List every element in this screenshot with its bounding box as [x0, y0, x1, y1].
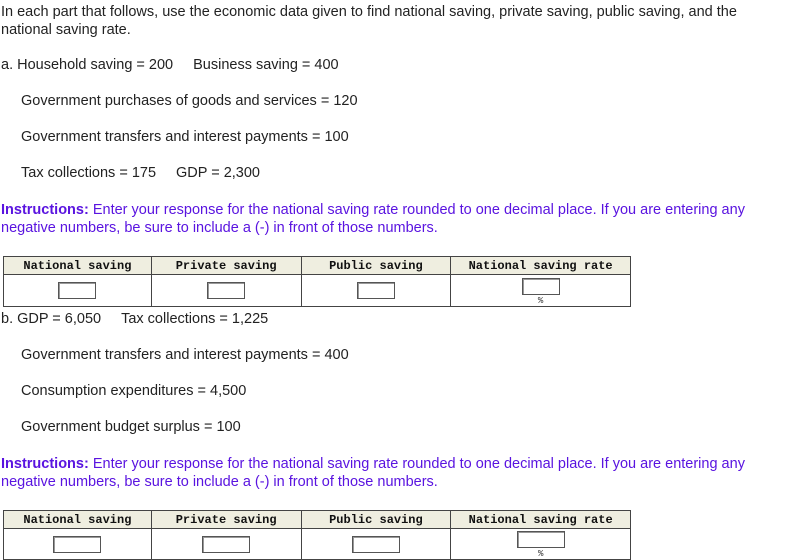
percent-label: %	[537, 549, 544, 559]
instructions-a	[1, 201, 761, 237]
header-private-saving: Private saving	[151, 511, 301, 529]
gdp: GDP = 2,300	[176, 165, 260, 181]
part-b-line-1	[1, 310, 268, 328]
answer-table-a	[3, 256, 631, 307]
government-purchases: Government purchases of goods and services = 120	[21, 93, 358, 109]
answer-table-b	[3, 510, 631, 560]
tax-collections: Tax collections = 175	[21, 165, 157, 181]
instructions-label: Instructions:	[1, 202, 89, 218]
cell-national-saving-rate	[451, 275, 631, 307]
header-national-saving: National saving	[4, 511, 152, 529]
government-budget-surplus: Government budget surplus = 100	[21, 419, 241, 435]
header-private-saving: Private saving	[151, 257, 301, 275]
cell-national-saving	[4, 275, 152, 307]
private-saving-input-b[interactable]	[202, 536, 250, 553]
national-saving-input-b[interactable]	[53, 536, 101, 553]
instructions-label: Instructions:	[1, 456, 89, 472]
percent-label: %	[537, 296, 544, 306]
government-transfers-b: Government transfers and interest payments = 400	[21, 347, 349, 363]
cell-national-saving-rate	[451, 529, 631, 560]
cell-private-saving	[151, 275, 301, 307]
national-saving-rate-input-a[interactable]	[522, 278, 560, 295]
header-national-saving: National saving	[4, 257, 152, 275]
national-saving-rate-input-b[interactable]	[517, 531, 565, 548]
instructions-b	[1, 455, 761, 491]
header-national-saving-rate: National saving rate	[451, 257, 631, 275]
header-public-saving: Public saving	[301, 257, 451, 275]
cell-public-saving	[301, 529, 451, 560]
government-transfers: Government transfers and interest payments = 100	[21, 129, 349, 145]
national-saving-input-a[interactable]	[58, 282, 96, 299]
public-saving-input-b[interactable]	[352, 536, 400, 553]
private-saving-input-a[interactable]	[207, 282, 245, 299]
cell-public-saving	[301, 275, 451, 307]
intro-text: In each part that follows, use the economic data given to find national saving, private saving, public saving, and the national saving rate.	[1, 4, 737, 38]
instructions-text: Enter your response for the national saving rate rounded to one decimal place. If you are entering any negative numbers, be sure to include a (-) in front of those numbers.	[1, 456, 745, 490]
gdp-b: b. GDP = 6,050	[1, 311, 102, 327]
business-saving: Business saving = 400	[193, 57, 339, 73]
cell-private-saving	[151, 529, 301, 560]
header-national-saving-rate: National saving rate	[451, 511, 631, 529]
tax-collections-b: Tax collections = 1,225	[121, 311, 269, 327]
part-a-line-1	[1, 56, 339, 74]
consumption-expenditures: Consumption expenditures = 4,500	[21, 383, 247, 399]
part-a-line-4	[21, 164, 260, 182]
cell-national-saving	[4, 529, 152, 560]
instructions-text: Enter your response for the national saving rate rounded to one decimal place. If you are entering any negative numbers, be sure to include a (-) in front of those numbers.	[1, 202, 745, 236]
household-saving: a. Household saving = 200	[1, 57, 174, 73]
public-saving-input-a[interactable]	[357, 282, 395, 299]
header-public-saving: Public saving	[301, 511, 451, 529]
